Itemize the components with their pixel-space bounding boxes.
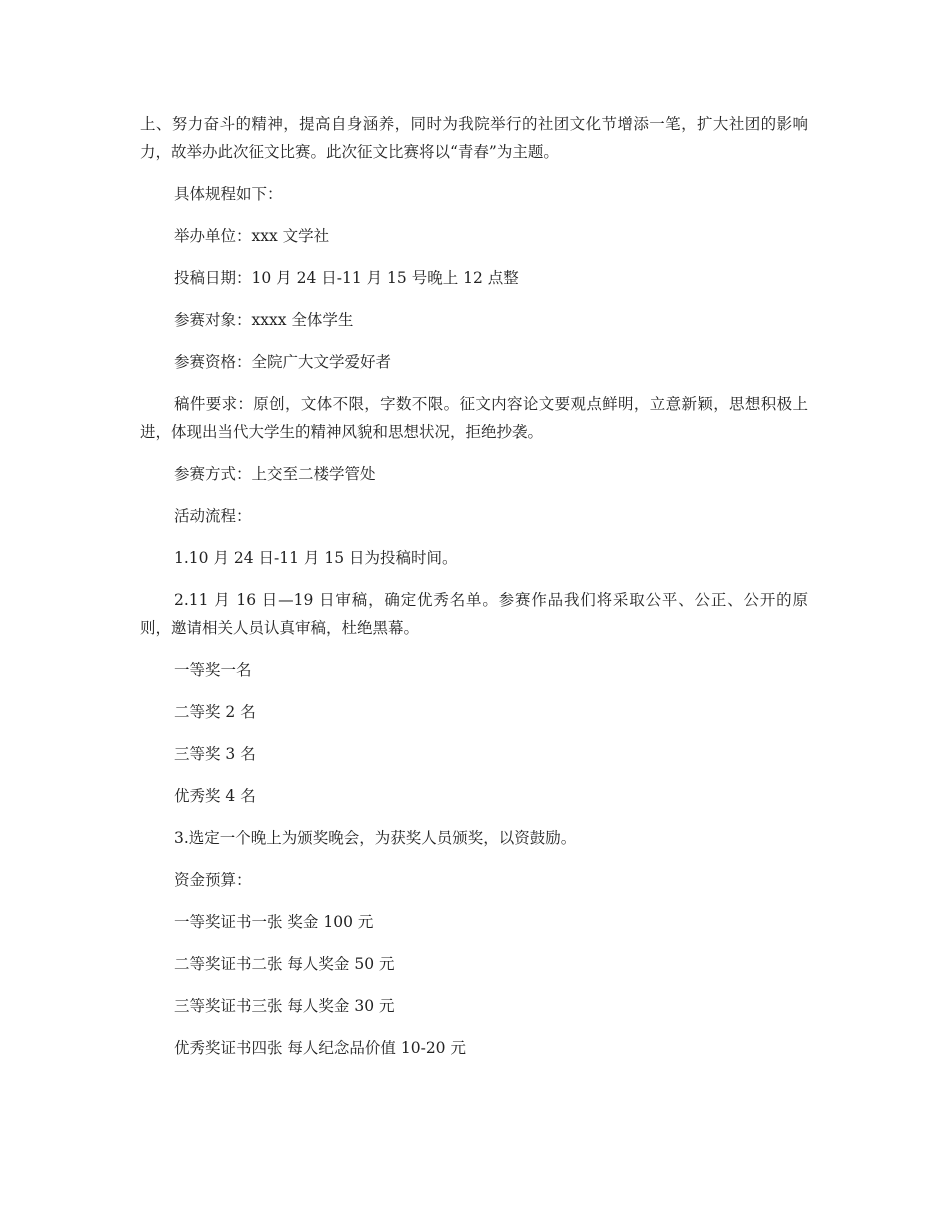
award-second-prize: 二等奖 2 名 — [174, 703, 256, 721]
organizer-line: 举办单位：xxx 文学社 — [174, 227, 330, 245]
intro-paragraph-continued: 上、努力奋斗的精神，提高自身涵养，同时为我院举行的社团文化节增添一笔，扩大社团的影响力，故举办此次征文比赛。此次征文比赛将以“青春”为主题。 — [140, 115, 808, 161]
rules-heading: 具体规程如下： — [174, 185, 283, 203]
process-step-2: 2.11 月 16 日—19 日审稿，确定优秀名单。参赛作品我们将采取公平、公正、公开的原则，邀请相关人员认真审稿，杜绝黑幕。 — [140, 591, 808, 637]
process-step-1: 1.10 月 24 日-11 月 15 日为投稿时间。 — [174, 549, 458, 567]
submission-method-line: 参赛方式：上交至二楼学管处 — [174, 465, 376, 483]
budget-excellence-prize: 优秀奖证书四张 每人纪念品价值 10-20 元 — [174, 1039, 466, 1057]
budget-heading: 资金预算： — [174, 871, 252, 889]
budget-third-prize: 三等奖证书三张 每人奖金 30 元 — [174, 997, 395, 1015]
participants-line: 参赛对象：xxxx 全体学生 — [174, 311, 354, 329]
process-step-3: 3.选定一个晚上为颁奖晚会，为获奖人员颁奖，以资鼓励。 — [174, 829, 577, 847]
award-excellence-prize: 优秀奖 4 名 — [174, 787, 256, 805]
document-body — [140, 110, 808, 1076]
submission-date-line: 投稿日期：10 月 24 日-11 月 15 号晚上 12 点整 — [174, 269, 519, 287]
manuscript-requirements: 稿件要求：原创，文体不限，字数不限。征文内容论文要观点鲜明，立意新颖，思想积极上进，体现出当代大学生的精神风貌和思想状况，拒绝抄袭。 — [140, 395, 808, 441]
eligibility-line: 参赛资格：全院广大文学爱好者 — [174, 353, 392, 371]
activity-process-heading: 活动流程： — [174, 507, 252, 525]
award-first-prize: 一等奖一名 — [174, 661, 252, 679]
budget-first-prize: 一等奖证书一张 奖金 100 元 — [174, 913, 374, 931]
budget-second-prize: 二等奖证书二张 每人奖金 50 元 — [174, 955, 395, 973]
award-third-prize: 三等奖 3 名 — [174, 745, 256, 763]
